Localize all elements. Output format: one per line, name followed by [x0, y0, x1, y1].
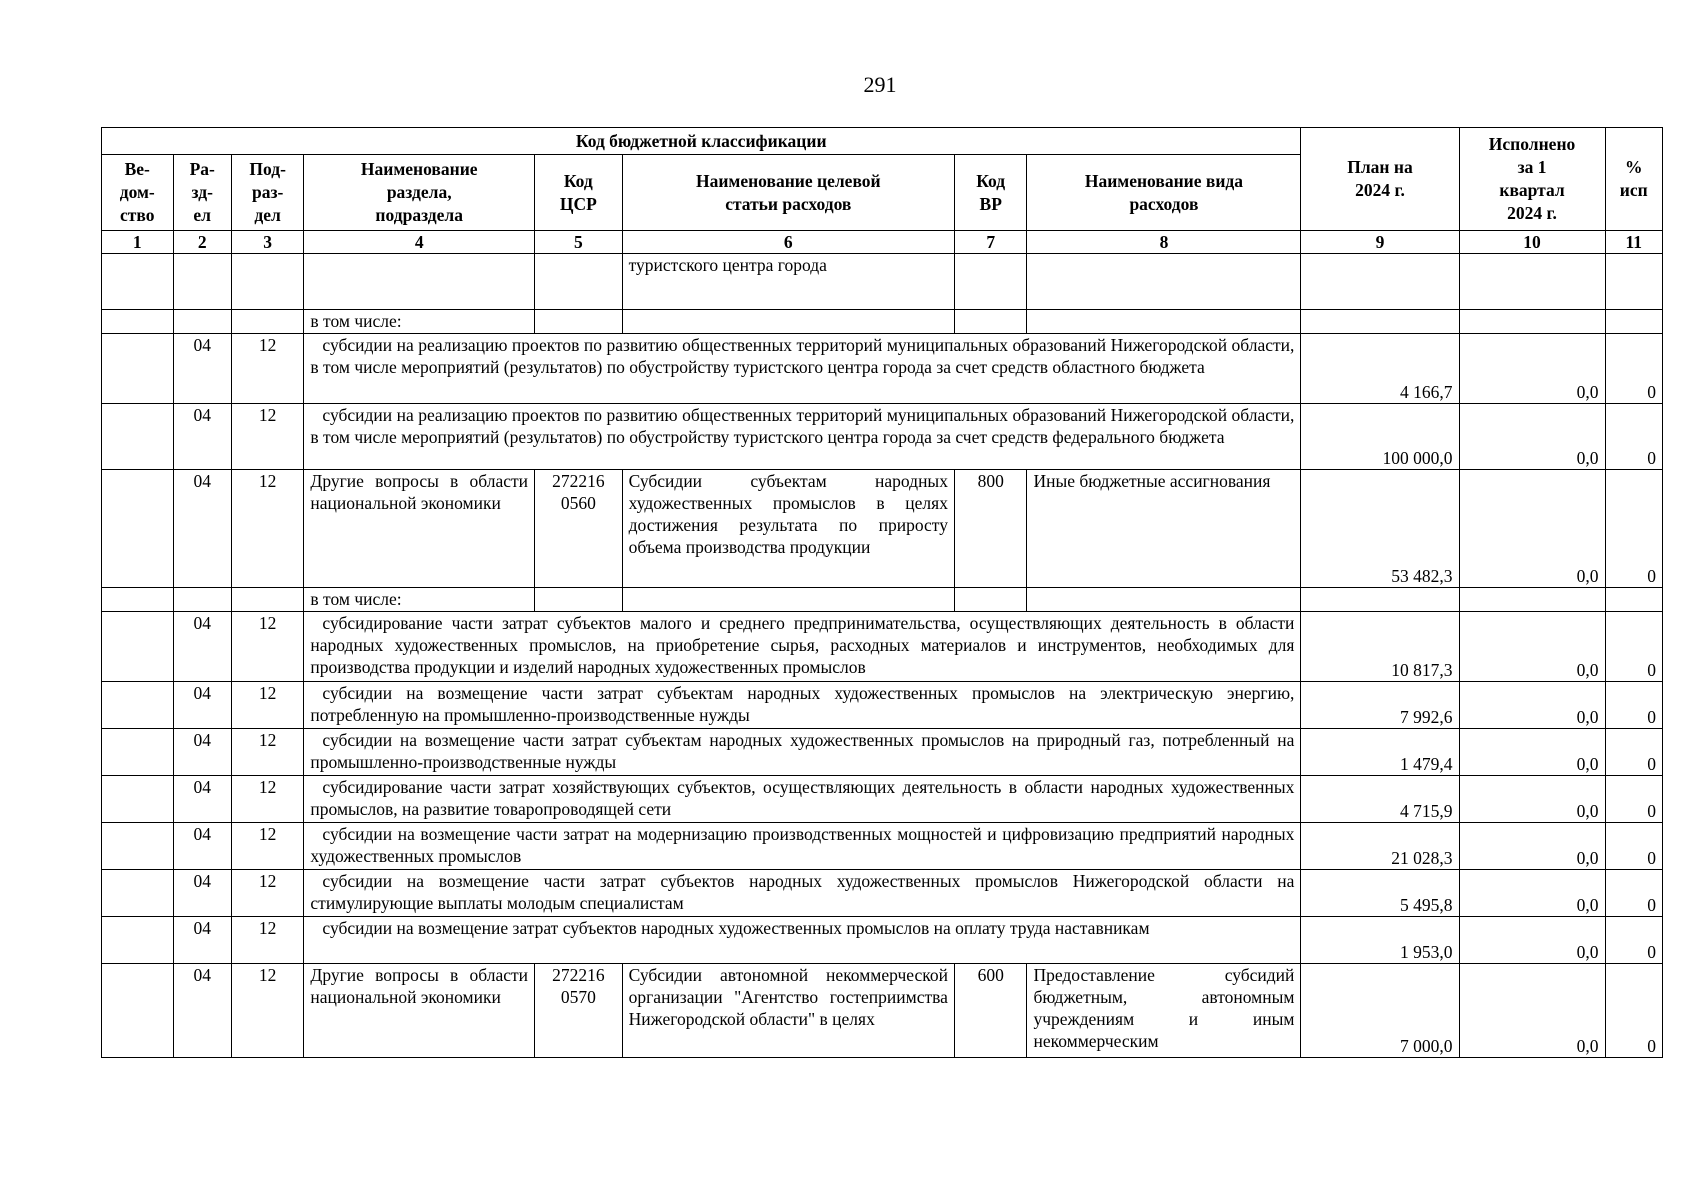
subsidy-description: субсидии на возмещение затрат субъектов народных художественных промыслов на оплату труда наставникам	[304, 917, 1301, 964]
header-section-name: Наименование раздела, подраздела	[304, 155, 535, 231]
header-target-name: Наименование целевой статьи расходов	[622, 155, 954, 231]
subsidy-description: субсидии на возмещение части затрат субъектам народных художественных промыслов на природный газ, потребленный на промышленно-производственные нужды	[304, 729, 1301, 776]
table-row: 04 12 субсидии на возмещение части затрат субъектам народных художественных промыслов на природный газ, потребленный на промышленно-производственные нужды 1 479,4 0,0 0	[102, 729, 1663, 776]
table-row	[102, 588, 1663, 612]
vr-code-cell: 800	[954, 470, 1027, 588]
header-vr-name: Наименование вида расходов	[1027, 155, 1301, 231]
table-row: 04 12 субсидии на реализацию проектов по развитию общественных территорий муниципальных образований Нижегородской области, в том числе мероприятий (результатов) по обустройству туристского центра города за счет средств федерального бюджета 100 000,0 0,0 0	[102, 404, 1663, 470]
header-vr: Код ВР	[954, 155, 1027, 231]
header-podrazdel: Под- раз- дел	[231, 155, 304, 231]
including-label: в том числе:	[304, 588, 535, 612]
page-number: 291	[863, 72, 897, 97]
header-csr: Код ЦСР	[535, 155, 623, 231]
header-plan: План на 2024 г.	[1301, 128, 1459, 231]
table-row: 04 12 Другие вопросы в области национальной экономики 272216 0560 Субсидии субъектам народных художественных промыслов в целях достижения результата по приросту объема производства продукции 800 Иные бюджетные ассигнования 53 482,3 0,0 0	[102, 470, 1663, 588]
subsidy-description: субсидии на реализацию проектов по развитию общественных территорий муниципальных образований Нижегородской области, в том числе мероприятий (результатов) по обустройству туристского центра города за счет средств областного бюджета	[304, 334, 1301, 404]
header-pct: % исп	[1605, 128, 1662, 231]
csr-code-cell: 272216 0570	[535, 964, 623, 1058]
header-vedomstvo: Ве- дом- ство	[102, 155, 174, 231]
table-row	[102, 310, 1663, 334]
table-row: 04 12 Другие вопросы в области национальной экономики 272216 0570 Субсидии автономной некоммерческой организации "Агентство гостеприимства Нижегородской области" в целях 600 Предоставление субсидий бюджетным, автономным учреждениям и иным некоммерческим 7 000,0 0,0 0	[102, 964, 1663, 1058]
column-index-row: 1 2 3 4 5 6 7 8 9 10 11	[102, 231, 1663, 254]
header-razdel: Ра- зд- ел	[173, 155, 231, 231]
csr-code-cell: 272216 0560	[535, 470, 623, 588]
table-row: 04 12 субсидии на реализацию проектов по развитию общественных территорий муниципальных образований Нижегородской области, в том числе мероприятий (результатов) по обустройству туристского центра города за счет средств областного бюджета 4 166,7 0,0 0	[102, 334, 1663, 404]
table-row	[102, 254, 1663, 310]
section-name-cell: Другие вопросы в области национальной экономики	[304, 964, 535, 1058]
including-label: в том числе:	[304, 310, 535, 334]
subsidy-description: субсидирование части затрат хозяйствующих субъектов, осуществляющих деятельность в области народных художественных промыслов, на развитие товаропроводящей сети	[304, 776, 1301, 823]
budget-table	[101, 127, 1663, 1058]
table-row: 04 12 субсидии на возмещение части затрат субъектам народных художественных промыслов на электрическую энергию, потребленную на промышленно-производственные нужды 7 992,6 0,0 0	[102, 682, 1663, 729]
section-name-cell: Другие вопросы в области национальной экономики	[304, 470, 535, 588]
subsidy-description: субсидии на возмещение части затрат субъектов народных художественных промыслов Нижегородской области на стимулирующие выплаты молодым специалистам	[304, 870, 1301, 917]
subsidy-description: субсидии на возмещение части затрат на модернизацию производственных мощностей и цифровизацию предприятий народных художественных промыслов	[304, 823, 1301, 870]
target-name-cell: Субсидии субъектам народных художественных промыслов в целях достижения результата по приросту объема производства продукции	[622, 470, 954, 588]
vr-name-cell: Иные бюджетные ассигнования	[1027, 470, 1301, 588]
table-row: 04 12 субсидирование части затрат субъектов малого и среднего предпринимательства, осуществляющих деятельность в области народных художественных промыслов, на приобретение сырья, расходных материалов и инструментов, необходимых для производства продукции и изделий народных художественных промыслов 10 817,3 0,0 0	[102, 612, 1663, 682]
budget-classification-header: Код бюджетной классификации	[102, 128, 1301, 155]
table-row: 04 12 субсидирование части затрат хозяйствующих субъектов, осуществляющих деятельность в области народных художественных промыслов, на развитие товаропроводящей сети 4 715,9 0,0 0	[102, 776, 1663, 823]
header-done: Исполнено за 1 квартал 2024 г.	[1459, 128, 1605, 231]
table-row: 04 12 субсидии на возмещение затрат субъектов народных художественных промыслов на оплату труда наставникам 1 953,0 0,0 0	[102, 917, 1663, 964]
subsidy-description: субсидии на возмещение части затрат субъектам народных художественных промыслов на электрическую энергию, потребленную на промышленно-производственные нужды	[304, 682, 1301, 729]
vr-name-cell: Предоставление субсидий бюджетным, автономным учреждениям и иным некоммерческим	[1027, 964, 1301, 1058]
target-name-cell: Субсидии автономной некоммерческой организации "Агентство гостеприимства Нижегородской области" в целях	[622, 964, 954, 1058]
subsidy-description: субсидии на реализацию проектов по развитию общественных территорий муниципальных образований Нижегородской области, в том числе мероприятий (результатов) по обустройству туристского центра города за счет средств федерального бюджета	[304, 404, 1301, 470]
vr-code-cell: 600	[954, 964, 1027, 1058]
target-name-cell: туристского центра города	[622, 254, 954, 310]
subsidy-description: субсидирование части затрат субъектов малого и среднего предпринимательства, осуществляющих деятельность в области народных художественных промыслов, на приобретение сырья, расходных материалов и инструментов, необходимых для производства продукции и изделий народных художественных промыслов	[304, 612, 1301, 682]
table-row: 04 12 субсидии на возмещение части затрат субъектов народных художественных промыслов Нижегородской области на стимулирующие выплаты молодым специалистам 5 495,8 0,0 0	[102, 870, 1663, 917]
table-row: 04 12 субсидии на возмещение части затрат на модернизацию производственных мощностей и цифровизацию предприятий народных художественных промыслов 21 028,3 0,0 0	[102, 823, 1663, 870]
